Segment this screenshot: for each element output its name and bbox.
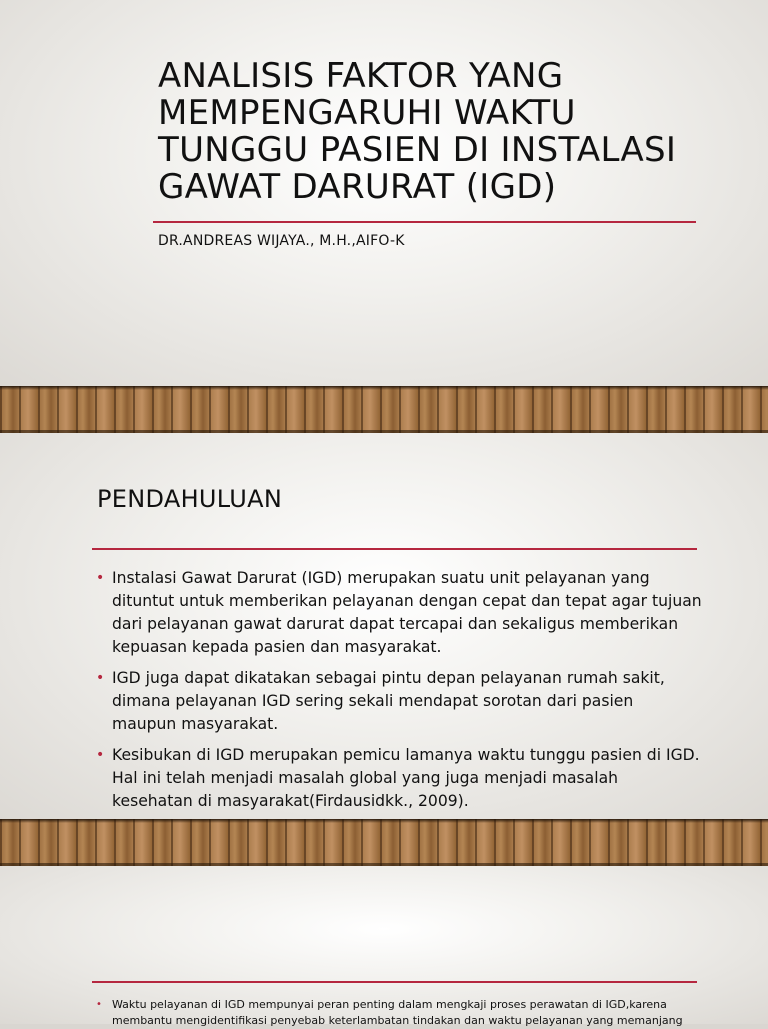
bullet-item: • IGD juga dapat dikatakan sebagai pintu depan pelayanan rumah sakit, dimana pelayanan IGD sering sekali mendapat sorotan dari pasien maupun masyarakat.: [112, 667, 702, 736]
title-divider: [153, 221, 696, 223]
slide-1: [0, 0, 768, 386]
bullet-list: [112, 567, 702, 821]
wood-floor-divider-1: [0, 386, 768, 433]
section-heading: PENDAHULUAN: [97, 485, 283, 513]
slide-title: ANALISIS FAKTOR YANG MEMPENGARUHI WAKTU TUNGGU PASIEN DI INSTALASI GAWAT DARURAT (IGD): [158, 56, 677, 207]
bullet-item: • Waktu pelayanan di IGD mempunyai peran penting dalam mengkaji proses perawatan di IGD,karena membantu mengidentifikasi penyebab keterlambatan tindakan dan waktu pelayanan yang memanjang: [112, 997, 702, 1029]
bullet-list-slide3: [112, 997, 702, 1029]
author-line: DR.ANDREAS WIJAYA., M.H.,AIFO-K: [158, 233, 405, 249]
wood-floor-divider-2: [0, 819, 768, 866]
bullet-item: • Kesibukan di IGD merupakan pemicu lamanya waktu tunggu pasien di IGD. Hal ini telah menjadi masalah global yang juga menjadi masalah kesehatan di masyarakat(Firdausidkk., 2009).: [112, 744, 702, 813]
heading-divider: [92, 548, 697, 550]
bullet-item: • Instalasi Gawat Darurat (IGD) merupakan suatu unit pelayanan yang dituntut untuk memberikan pelayanan dengan cepat dan tepat agar tujuan dari pelayanan gawat darurat dapat tercapai dan sekaligus memberikan kepuasan kepada pasien dan masyarakat.: [112, 567, 702, 659]
slide3-divider: [92, 981, 697, 983]
